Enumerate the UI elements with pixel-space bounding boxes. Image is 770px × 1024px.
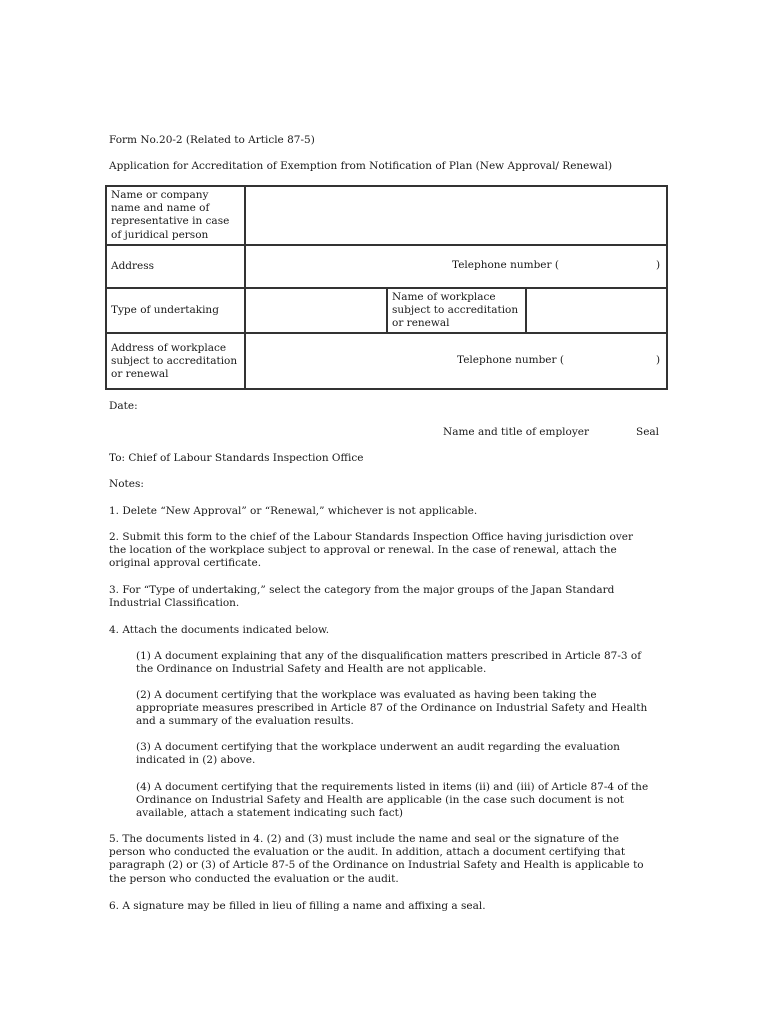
note-4-item-1: (1) A document explaining that any of the disqualification matters prescribed in Article 87-3 of the Ordinance on Industrial Safety and Health are not applicable. (136, 650, 642, 676)
table-row (106, 186, 667, 245)
applicant-name-label: Name or company name and name of representative in case of juridical person (106, 186, 245, 245)
address-telephone-label: Telephone number ( (452, 259, 559, 272)
table-row (106, 333, 667, 389)
note-4-item-3: (3) A document certifying that the workplace underwent an audit regarding the evaluation indicated in (2) above. (136, 741, 620, 767)
form-title: Application for Accreditation of Exemption from Notification of Plan (New Approval/ Renewal) (109, 160, 613, 172)
workplace-address-label: Address of workplace subject to accreditation or renewal (106, 333, 245, 389)
applicant-name-field[interactable] (245, 186, 667, 245)
table-row (106, 245, 667, 288)
note-3: 3. For “Type of undertaking,” select the category from the major groups of the Japan Standard Industrial Classification. (109, 584, 615, 610)
address-label: Address (106, 245, 245, 288)
workplace-telephone-label: Telephone number ( (457, 354, 564, 367)
application-table (105, 185, 668, 390)
seal-label: Seal (636, 426, 660, 438)
form-number: Form No.20-2 (Related to Article 87-5) (109, 134, 315, 146)
note-4-item-4: (4) A document certifying that the requirements listed in items (ii) and (iii) of Article 87-4 of the Ordinance on Industrial Safety and Health are applicable (in the case such document is not available, attach a statement indicating such fact) (136, 781, 649, 820)
note-6: 6. A signature may be filled in lieu of filling a name and affixing a seal. (109, 900, 486, 912)
address-telephone-close: ) (656, 259, 661, 272)
workplace-name-label: Name of workplace subject to accreditation or renewal (387, 288, 526, 334)
addressee: To: Chief of Labour Standards Inspection Office (109, 452, 364, 464)
workplace-name-field[interactable] (526, 288, 667, 334)
workplace-telephone-close: ) (656, 354, 661, 367)
note-5: 5. The documents listed in 4. (2) and (3) must include the name and seal or the signature of the person who conducted the evaluation or the audit. In addition, attach a document certifying that paragraph (2) or (3) of Article 87-5 of the Ordinance on Industrial Safety and Health is applicable to the person who conducted the evaluation or the audit. (109, 833, 644, 885)
undertaking-type-label: Type of undertaking (106, 288, 245, 334)
employer-name-title-label: Name and title of employer (443, 426, 590, 438)
workplace-address-field[interactable] (245, 333, 667, 389)
undertaking-type-field[interactable] (245, 288, 387, 334)
table-row (106, 288, 667, 334)
date-label: Date: (109, 400, 138, 412)
note-2: 2. Submit this form to the chief of the Labour Standards Inspection Office having jurisdiction over the location of the workplace subject to approval or renewal. In the case of renewal, attach the original approval certificate. (109, 531, 634, 570)
note-4-item-2: (2) A document certifying that the workplace was evaluated as having been taking the appropriate measures prescribed in Article 87 of the Ordinance on Industrial Safety and Health and a summary of the evaluation results. (136, 689, 648, 728)
address-field[interactable] (245, 245, 667, 288)
notes-heading: Notes: (109, 478, 144, 490)
note-4: 4. Attach the documents indicated below. (109, 624, 330, 636)
note-1: 1. Delete “New Approval” or “Renewal,” whichever is not applicable. (109, 505, 478, 517)
